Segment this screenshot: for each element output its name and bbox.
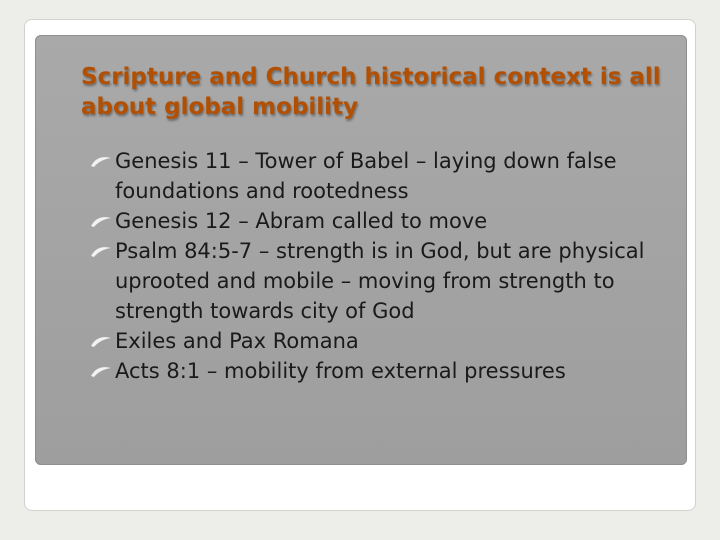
bullet-item xyxy=(90,146,660,206)
bullet-text: Exiles and Pax Romana xyxy=(115,329,359,353)
leaf-swoosh-icon xyxy=(90,246,112,258)
bullet-item xyxy=(90,326,660,356)
leaf-swoosh-icon xyxy=(90,336,112,348)
bullet-text: Acts 8:1 – mobility from external pressures xyxy=(115,359,566,383)
leaf-swoosh-icon xyxy=(90,216,112,228)
bullet-item xyxy=(90,206,660,236)
slide-title: Scripture and Church historical context is all about global mobility xyxy=(81,64,661,120)
bullet-item xyxy=(90,356,660,386)
bullet-text: Psalm 84:5-7 – strength is in God, but are physical uprooted and mobile – moving from strength to strength towards city of God xyxy=(115,239,645,323)
bullet-list xyxy=(90,146,660,386)
leaf-swoosh-icon xyxy=(90,156,112,168)
bullet-item xyxy=(90,236,660,326)
bullet-text: Genesis 11 – Tower of Babel – laying down false foundations and rootedness xyxy=(115,149,617,203)
leaf-swoosh-icon xyxy=(90,366,112,378)
bullet-text: Genesis 12 – Abram called to move xyxy=(115,209,488,233)
